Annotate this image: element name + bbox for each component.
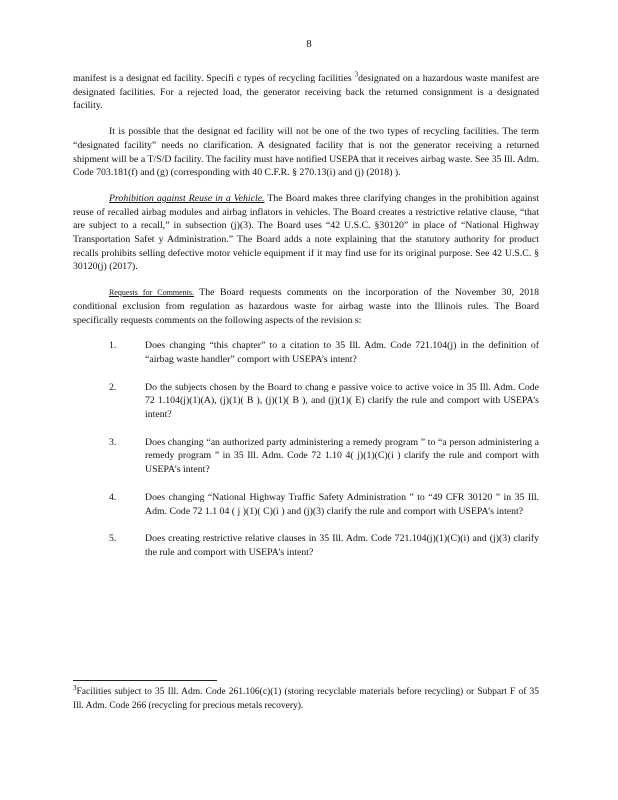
question-number: 4. [109, 491, 117, 503]
paragraph-requests-comments [73, 286, 539, 327]
paragraph-text: The Board requests comments on the incorporation of the November 30, 2018 conditional exclusion from regulation as hazardous waste for airbag waste into the Illinois rules. The Board specifically requests comments on the following aspects of the revision s: [73, 287, 539, 326]
paragraph-prohibition-reuse [73, 192, 539, 274]
paragraph-tsd-facility: It is possible that the designat ed facility will not be one of the two types of recycling facilities. The term “designated facility” needs no clarification. A designated facility that is not the generator receiving a returned shipment will be a T/S/D facility. The facility must have notified USEPA that it receives airbag waste. See 35 Ill. Adm. Code 703.181(f) and (g) (corresponding with 40 C.F.R. § 270.13(i) and (j) (2018) ). [73, 126, 539, 179]
list-item [73, 532, 539, 559]
paragraph-text: The Board makes three clarifying changes in the prohibition against reuse of recalled airbag modules and airbag inflators in vehicles. The Board creates a restrictive relative clause, “that are subject to a recall,” in subsection (j)(3). The Board uses “42 U.S.C. §30120” in place of “National Highway Transportation Safet y Administration.” The Board adds a note explaining that the statutory authority for product recalls prohibits selling defective motor vehicle equipment if it may find use for its original purpose. See 42 U.S.C. § 30120(j) (2017). [73, 192, 539, 273]
list-item [73, 381, 539, 422]
paragraph-text: manifest is a designat ed facility. Specifi c types of recycling facilities [73, 73, 355, 84]
footnote-text: Facilities subject to 35 Ill. Adm. Code 261.106(c)(1) (storing recyclable materials before recycling) or Subpart F of 35 Ill. Adm. Code 266 (recycling for precious metals recovery). [73, 687, 539, 711]
question-text: Do the subjects chosen by the Board to chang e passive voice to active voice in 35 Ill. Adm. Code 72 1.104(j)(1)(A), (j)(1)( B ), (j)(1)( B ), and (j)(1)( E) clarify the rule and comport with USEPA’s intent? [145, 381, 539, 421]
question-number: 2. [109, 381, 117, 393]
footnote-marker: 3 [73, 683, 77, 692]
list-item [73, 491, 539, 518]
question-text: Does creating restrictive relative clauses in 35 Ill. Adm. Code 721.104(j)(1)(C)(i) and (j)(3) clarify the rule and comport with USEPA’s intent? [145, 533, 539, 558]
comment-questions-list [73, 339, 539, 559]
footnote-reference[interactable]: 3 [354, 70, 359, 79]
section-heading-requests: Requests for Comments. [109, 288, 194, 298]
page-number: 8 [306, 38, 312, 50]
section-heading-prohibition: Prohibition against Reuse in a Vehicle. [109, 192, 265, 204]
question-number: 3. [109, 436, 117, 448]
paragraph-designated-facility [73, 72, 539, 113]
paragraph-text: designated on a hazardous waste manifest are designated facilities. For a rejected load, the generator receiving back the returned consignment is a designated facility. [73, 73, 540, 112]
question-text: Does changing “this chapter” to a citation to 35 Ill. Adm. Code 721.104(j) in the definition of “airbag waste handler” comport with USEPA’s intent? [145, 340, 539, 365]
list-item [73, 339, 539, 366]
question-text: Does changing “National Highway Traffic Safety Administration ” to “49 CFR 30120 ” in 35 Ill. Adm. Code 72 1.1 04 ( j )(1)( C)(i ) and (j)(3) clarify the rule and comport with USEPA’s intent? [145, 491, 539, 517]
question-number: 1. [109, 340, 117, 352]
question-number: 5. [109, 533, 117, 545]
document-body [73, 72, 539, 574]
footnote-divider [73, 680, 217, 681]
question-text: Does changing “an authorized party administering a remedy program ” to “a person administering a remedy program ” in 35 Ill. Adm. Code 72 1.10 4( j)(1)(C)(i ) clarify the rule and comport with USEPA’s intent? [145, 436, 539, 476]
footnote [73, 683, 539, 713]
list-item [73, 436, 539, 477]
